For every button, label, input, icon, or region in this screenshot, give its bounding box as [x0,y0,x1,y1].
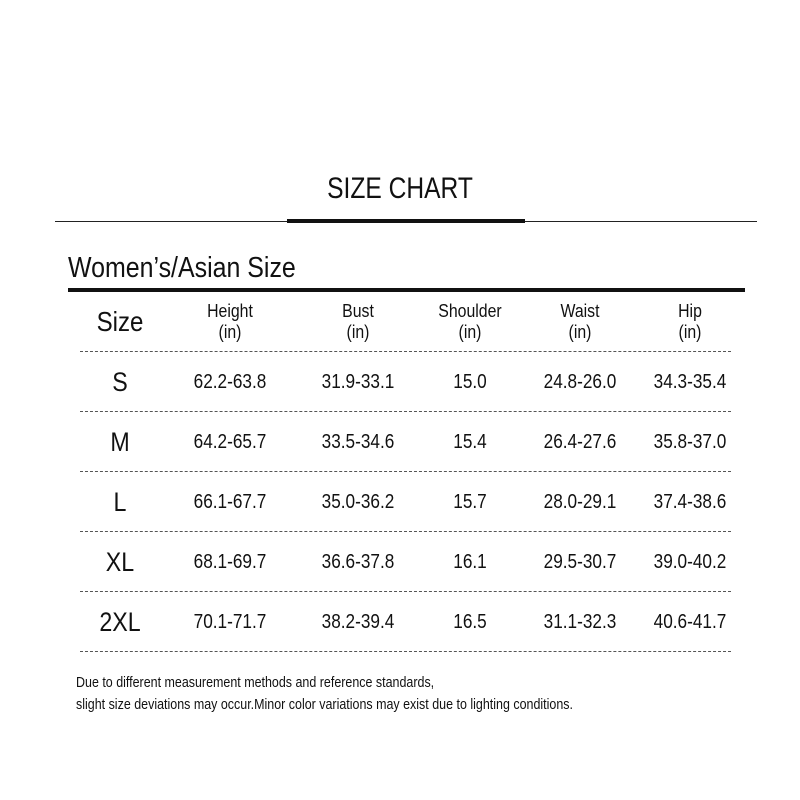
shoulder-cell: 15.0 [453,370,487,393]
header-height [190,292,269,352]
header-hip-unit: (in) [678,322,702,342]
size-cell: 2XL [99,606,141,637]
hip-cell: 35.8-37.0 [653,430,727,453]
header-waist-unit: (in) [568,322,592,342]
height-cell: 64.2-65.7 [193,430,267,453]
waist-cell: 29.5-30.7 [543,550,617,573]
header-height-unit: (in) [218,322,242,342]
table-header-row [80,292,760,352]
size-cell: XL [105,546,135,577]
bust-cell: 38.2-39.4 [321,610,395,633]
height-cell: 70.1-71.7 [193,610,267,633]
hip-cell: 39.0-40.2 [653,550,727,573]
waist-cell: 24.8-26.0 [543,370,617,393]
height-cell: 66.1-67.7 [193,490,267,513]
disclaimer-line-2: slight size deviations may occur.Minor color variations may exist due to lighting conditions. [76,697,573,713]
header-bust [318,292,397,352]
chart-title: SIZE CHART [327,172,473,205]
section-title: Women’s/Asian Size [68,252,296,284]
header-hip [650,292,729,352]
header-waist [540,292,619,352]
bust-cell: 36.6-37.8 [321,550,395,573]
disclaimer-line-1: Due to different measurement methods and reference standards, [76,675,435,691]
size-cell: L [113,486,127,517]
size-table [80,292,760,652]
header-shoulder [430,292,509,352]
table-row [80,472,760,532]
height-cell: 62.2-63.8 [193,370,267,393]
shoulder-cell: 16.5 [453,610,487,633]
waist-cell: 31.1-32.3 [543,610,617,633]
title-divider-accent [287,219,525,223]
waist-cell: 28.0-29.1 [543,490,617,513]
shoulder-cell: 16.1 [453,550,487,573]
header-height-name: Height [207,301,253,321]
height-cell: 68.1-69.7 [193,550,267,573]
header-waist-name: Waist [560,301,600,321]
header-bust-name: Bust [342,301,374,321]
size-cell: S [112,366,128,397]
table-row [80,592,760,652]
shoulder-cell: 15.7 [453,490,487,513]
header-shoulder-name: Shoulder [438,301,502,321]
header-hip-name: Hip [678,301,702,321]
size-cell: M [110,426,130,457]
bust-cell: 33.5-34.6 [321,430,395,453]
bust-cell: 35.0-36.2 [321,490,395,513]
header-bust-unit: (in) [346,322,370,342]
table-row [80,532,760,592]
table-row [80,352,760,412]
hip-cell: 37.4-38.6 [653,490,727,513]
row-divider [80,651,731,652]
header-shoulder-unit: (in) [458,322,482,342]
hip-cell: 40.6-41.7 [653,610,727,633]
header-size: Size [96,306,144,337]
hip-cell: 34.3-35.4 [653,370,727,393]
bust-cell: 31.9-33.1 [321,370,395,393]
shoulder-cell: 15.4 [453,430,487,453]
waist-cell: 26.4-27.6 [543,430,617,453]
table-row [80,412,760,472]
